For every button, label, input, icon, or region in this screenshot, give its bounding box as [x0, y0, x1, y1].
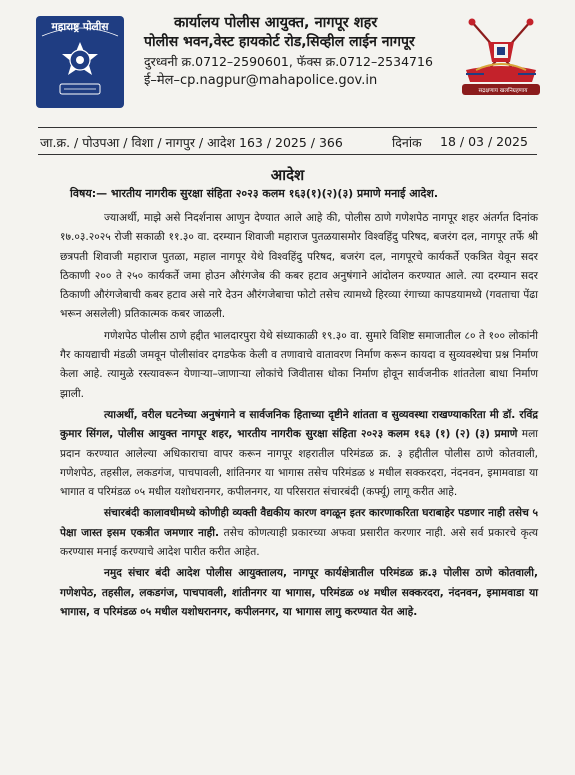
office-address: पोलीस भवन,वेस्ट हायकोर्ट रोड,सिव्हील लाईन नागपूर — [144, 34, 415, 50]
office-phone-fax: दुरध्वनी क्र.0712–2590601, फॅक्स क्र.0712–2534716 — [144, 54, 433, 69]
order-subject: विषय:— भारतीय नागरीक सुरक्षा संहिता २०२३ कलम १६३(१)(२)(३) प्रमाणे मनाई आदेश. — [70, 187, 438, 200]
order-body — [60, 209, 538, 624]
office-email: ई–मेल–cp.nagpur@mahapolice.gov.in — [144, 73, 378, 88]
paragraph-3-bold: त्याअर्थी, वरील घटनेच्या अनुषंगाने व सार्वजनिक हिताच्या दृष्टीने शांतता व सुव्यवस्था राखण्याकरिता मी डॉ. रविंद्र कुमार सिंगल, पोलीस आयुक्त नागपूर शहर, भारतीय नागरीक सुरक्षा संहिता २०२३ कलम १६३ (१) (२) (३) प्रमाणे — [60, 408, 538, 441]
paragraph-3-rest: मला प्रदान करण्यात आलेल्या अधिकाराचा वापर करून नागपूर शहरातील परिमंडळ क्र. ३ हद्दीतील पोलीस ठाणे कोतवाली, गणेशपेठ, तहसील, लकडगंज, पाचपावली, शांतिनगर या भागास तसेच परिमंडळ ४ मधील सक्करदरा, नंदनवन, इमामवाडा या भागात व परिमंडळ ०५ मधील यशोधरानगर, कपीलनगर, या परिसरात संचारबंदी (कर्फ्यू) लागू करीत आहे. — [60, 428, 538, 499]
police-crest-logo — [454, 12, 548, 110]
reference-line — [40, 134, 540, 151]
left-logo-text: महाराष्ट्र पोलीस — [51, 21, 109, 33]
paragraph-4 — [60, 504, 538, 562]
date-label: दिनांक — [392, 135, 422, 150]
paragraph-3 — [60, 406, 538, 502]
order-title: आदेश — [270, 166, 305, 184]
paragraph-4-rest: तसेच कोणत्याही प्रकारच्या अफवा प्रसारीत करणार नाही. असे सर्व प्रकारचे कृत्य करण्यास मनाई करण्याचे आदेश पारीत करीत आहेत. — [60, 526, 538, 559]
date-value: 18 / 03 / 2025 — [440, 134, 528, 149]
reference-number: जा.क्र. / पोउपआ / विशा / नागपुर / आदेश 163 / 2025 / 366 — [40, 135, 343, 150]
right-logo-motto: सद्रक्षणाय खलनिग्रहणाय — [478, 88, 528, 94]
reference-rule — [38, 154, 537, 155]
paragraph-1: ज्याअर्थी, माझे असे निदर्शनास आणुन देण्यात आले आहे की, पोलीस ठाणे गणेशपेठ नागपूर शहर अंतर्गत दिनांक १७.०३.२०२५ रोजी सकाळी ११.३० वा. दरम्यान शिवाजी महाराज पुतळयासमोर विश्वहिंदु परिषद, बजरंग दल, नागपूर तर्फे श्री छत्रपती शिवाजी महाराज पुतळा, महाल नागपूर येथे विश्वहिंदु परिषद, बजरंग दल, नागपूरचे कार्यकर्ते एकत्रित येवून सदर ठिकाणी २०० ते २५० कार्यकर्ते जमा होउन औरंगजेब की कबर हटाव अनुषंगाने आंदोलन करण्यात आले. त्या दरम्यान सदर ठिकाणी औरंगजेबाची कबर हटाव असे नारे देउन औरंगजेबाचा फोटो तसेच त्यामध्ये हिरव्या रंगाच्या कापडयामध्ये (गवताचा पेंढा भरून असलेली) प्रतिकात्मक कबर जाळली. — [60, 212, 538, 321]
letterhead — [144, 14, 444, 90]
paragraph-4-bold: संचारबंदी कालावधीमध्ये कोणीही व्यक्ती वैद्यकीय कारण वगळून इतर कारणाकरिता घराबाहेर पडणार नाही तसेच ५ पेक्षा जास्त इसम एकत्रीत जमणार नाही. — [60, 507, 538, 539]
header-rule — [38, 127, 537, 128]
paragraph-2: गणेशपेठ पोलीस ठाणे हद्दीत भालदारपुरा येथे संध्याकाळी १९.३० वा. सुमारे विशिष्ट समाजातील ८० ते १०० लोकांनी गैर कायद्याची मंडळी जमवून पोलीसांवर दगडफेक केली व तणावाचे वातावरण निर्माण करून कायदा व सुव्यवस्थेचा प्रश्न निर्माण केला आहे. त्यामुळे रस्त्यावरून येणाऱ्या–जाणाऱ्या लोकांचे जिवीतास धोका निर्माण होवून सार्वजनीक शांततेला बाधा निर्माण झाली. — [60, 329, 538, 400]
office-title: कार्यालय पोलीस आयुक्त, नागपूर शहर — [174, 15, 378, 31]
paragraph-5: नमुद संचार बंदी आदेश पोलीस आयुक्तालय, नागपूर कार्यक्षेत्रातील परिमंडळ क्र.३ पोलीस ठाणे कोतवाली, गणेशपेठ, तहसील, लकडगंज, पाचपावली, शांतीनगर या भागास, परिमंडळ ०४ मधील सक्करदरा, नंदनवन, इमामवाडा या भागास, व परिमंडळ ०५ मधील यशोधरानगर, कपीलनगर, या भागास लागु करण्यात येत आहे. — [60, 567, 538, 618]
